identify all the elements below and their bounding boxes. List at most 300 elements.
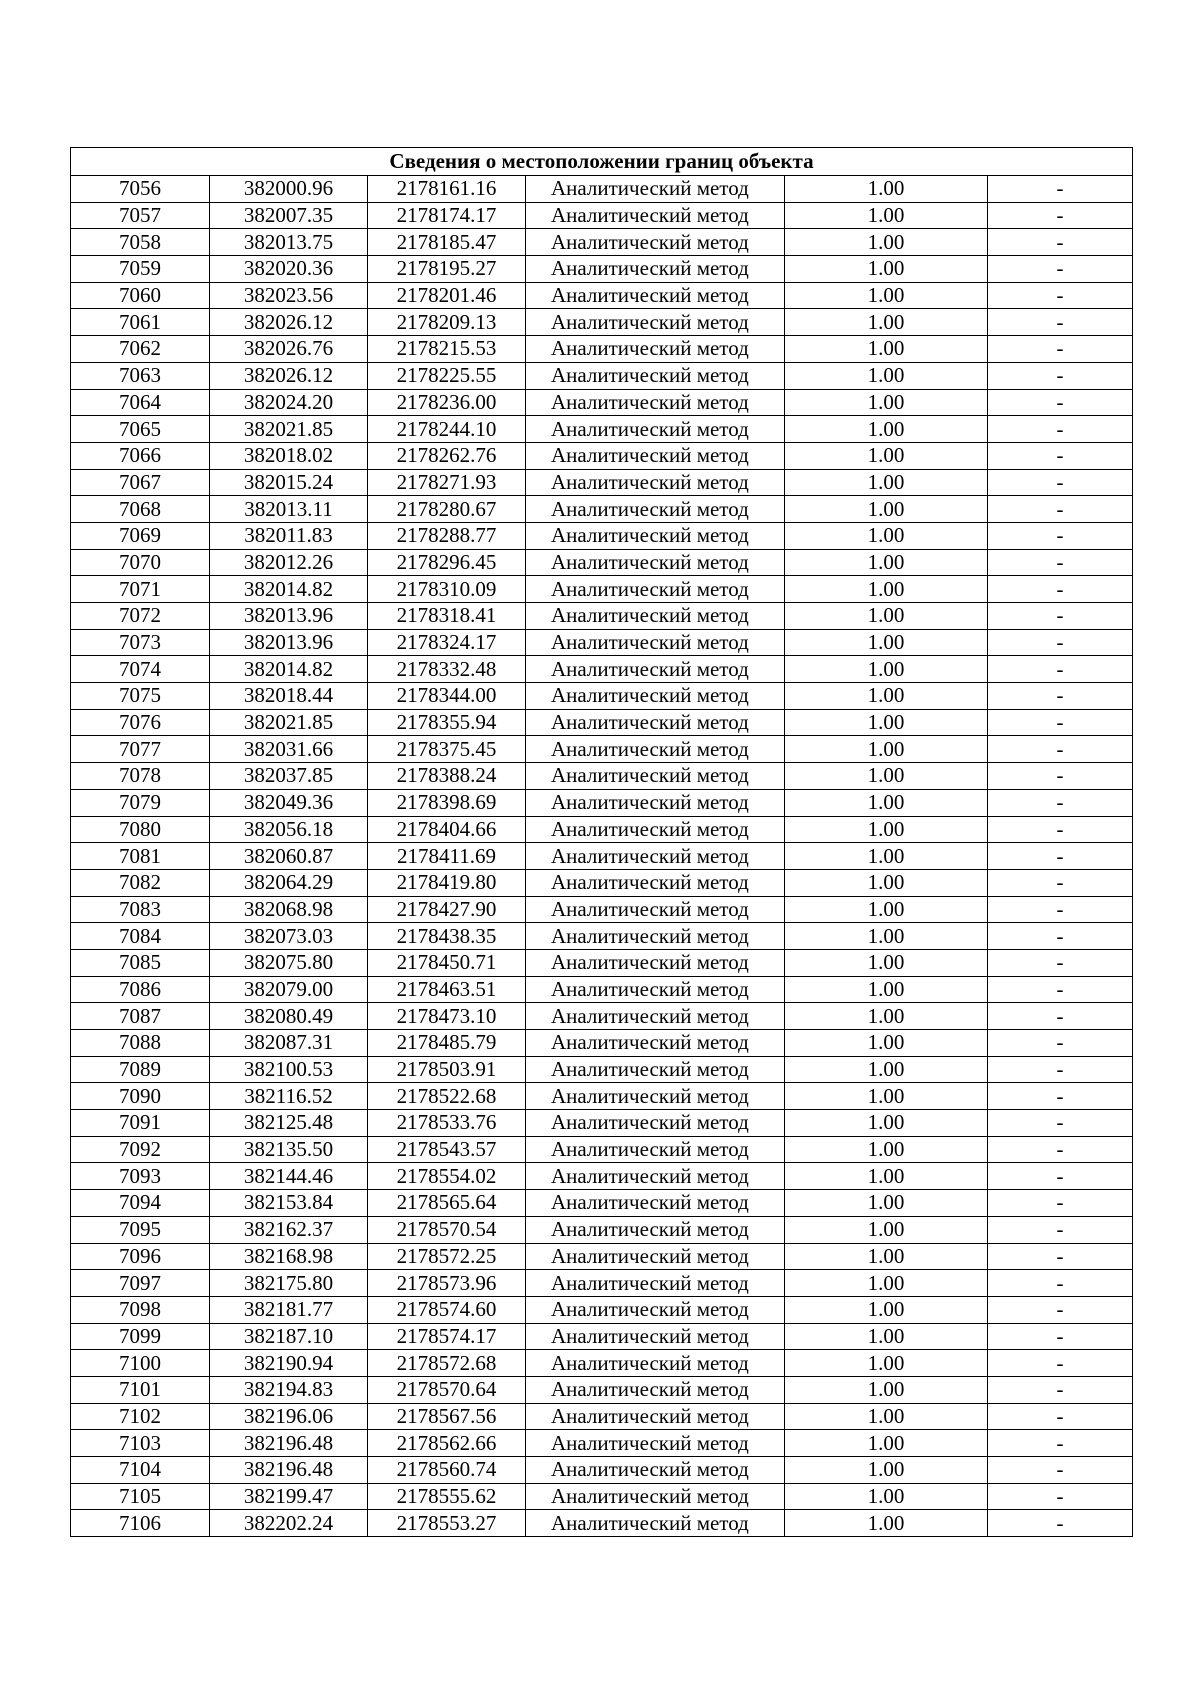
accuracy-cell: 1.00: [785, 202, 988, 229]
accuracy-cell: 1.00: [785, 416, 988, 443]
x-coordinate-cell: 382116.52: [210, 1083, 368, 1110]
description-cell: -: [988, 843, 1133, 870]
method-cell: Аналитический метод: [526, 1376, 785, 1403]
accuracy-cell: 1.00: [785, 736, 988, 763]
method-cell: Аналитический метод: [526, 389, 785, 416]
x-coordinate-cell: 382020.36: [210, 256, 368, 283]
y-coordinate-cell: 2178570.54: [368, 1216, 526, 1243]
point-number-cell: 7083: [71, 896, 210, 923]
description-cell: -: [988, 416, 1133, 443]
table-row: [71, 789, 1133, 816]
x-coordinate-cell: 382168.98: [210, 1243, 368, 1270]
x-coordinate-cell: 382087.31: [210, 1030, 368, 1057]
method-cell: Аналитический метод: [526, 1216, 785, 1243]
point-number-cell: 7093: [71, 1163, 210, 1190]
y-coordinate-cell: 2178553.27: [368, 1510, 526, 1537]
accuracy-cell: 1.00: [785, 603, 988, 630]
description-cell: -: [988, 1483, 1133, 1510]
accuracy-cell: 1.00: [785, 282, 988, 309]
point-number-cell: 7056: [71, 176, 210, 203]
point-number-cell: 7101: [71, 1376, 210, 1403]
description-cell: -: [988, 1296, 1133, 1323]
y-coordinate-cell: 2178280.67: [368, 496, 526, 523]
description-cell: -: [988, 816, 1133, 843]
x-coordinate-cell: 382073.03: [210, 923, 368, 950]
table-row: [71, 603, 1133, 630]
description-cell: -: [988, 1056, 1133, 1083]
x-coordinate-cell: 382049.36: [210, 789, 368, 816]
method-cell: Аналитический метод: [526, 1457, 785, 1484]
point-number-cell: 7071: [71, 576, 210, 603]
table-body: [71, 176, 1133, 1537]
table-row: [71, 656, 1133, 683]
table-title: Сведения о местоположении границ объекта: [71, 148, 1133, 176]
x-coordinate-cell: 382024.20: [210, 389, 368, 416]
method-cell: Аналитический метод: [526, 282, 785, 309]
table-row: [71, 1190, 1133, 1217]
y-coordinate-cell: 2178161.16: [368, 176, 526, 203]
method-cell: Аналитический метод: [526, 496, 785, 523]
table-row: [71, 176, 1133, 203]
y-coordinate-cell: 2178388.24: [368, 763, 526, 790]
table-row: [71, 442, 1133, 469]
method-cell: Аналитический метод: [526, 1350, 785, 1377]
x-coordinate-cell: 382013.96: [210, 629, 368, 656]
x-coordinate-cell: 382021.85: [210, 709, 368, 736]
x-coordinate-cell: 382064.29: [210, 869, 368, 896]
y-coordinate-cell: 2178543.57: [368, 1136, 526, 1163]
y-coordinate-cell: 2178485.79: [368, 1030, 526, 1057]
description-cell: -: [988, 336, 1133, 363]
method-cell: Аналитический метод: [526, 1296, 785, 1323]
method-cell: Аналитический метод: [526, 1056, 785, 1083]
method-cell: Аналитический метод: [526, 656, 785, 683]
point-number-cell: 7090: [71, 1083, 210, 1110]
table-row: [71, 416, 1133, 443]
table-row: [71, 496, 1133, 523]
table-row: [71, 709, 1133, 736]
y-coordinate-cell: 2178438.35: [368, 923, 526, 950]
method-cell: Аналитический метод: [526, 1430, 785, 1457]
accuracy-cell: 1.00: [785, 1510, 988, 1537]
description-cell: -: [988, 976, 1133, 1003]
y-coordinate-cell: 2178271.93: [368, 469, 526, 496]
point-number-cell: 7099: [71, 1323, 210, 1350]
description-cell: -: [988, 709, 1133, 736]
method-cell: Аналитический метод: [526, 1323, 785, 1350]
method-cell: Аналитический метод: [526, 603, 785, 630]
point-number-cell: 7062: [71, 336, 210, 363]
accuracy-cell: 1.00: [785, 522, 988, 549]
y-coordinate-cell: 2178174.17: [368, 202, 526, 229]
point-number-cell: 7100: [71, 1350, 210, 1377]
accuracy-cell: 1.00: [785, 923, 988, 950]
point-number-cell: 7075: [71, 683, 210, 710]
method-cell: Аналитический метод: [526, 1483, 785, 1510]
method-cell: Аналитический метод: [526, 549, 785, 576]
x-coordinate-cell: 382196.48: [210, 1457, 368, 1484]
description-cell: -: [988, 309, 1133, 336]
point-number-cell: 7103: [71, 1430, 210, 1457]
table-row: [71, 923, 1133, 950]
method-cell: Аналитический метод: [526, 629, 785, 656]
accuracy-cell: 1.00: [785, 683, 988, 710]
method-cell: Аналитический метод: [526, 869, 785, 896]
method-cell: Аналитический метод: [526, 1403, 785, 1430]
x-coordinate-cell: 382037.85: [210, 763, 368, 790]
table-row: [71, 282, 1133, 309]
description-cell: -: [988, 576, 1133, 603]
description-cell: -: [988, 1083, 1133, 1110]
table-row: [71, 1110, 1133, 1137]
description-cell: -: [988, 256, 1133, 283]
table-row: [71, 1483, 1133, 1510]
y-coordinate-cell: 2178565.64: [368, 1190, 526, 1217]
point-number-cell: 7070: [71, 549, 210, 576]
point-number-cell: 7082: [71, 869, 210, 896]
table-row: [71, 976, 1133, 1003]
point-number-cell: 7080: [71, 816, 210, 843]
point-number-cell: 7081: [71, 843, 210, 870]
accuracy-cell: 1.00: [785, 1216, 988, 1243]
description-cell: -: [988, 1457, 1133, 1484]
description-cell: -: [988, 442, 1133, 469]
x-coordinate-cell: 382000.96: [210, 176, 368, 203]
x-coordinate-cell: 382135.50: [210, 1136, 368, 1163]
method-cell: Аналитический метод: [526, 1030, 785, 1057]
accuracy-cell: 1.00: [785, 1296, 988, 1323]
point-number-cell: 7084: [71, 923, 210, 950]
x-coordinate-cell: 382026.76: [210, 336, 368, 363]
table-row: [71, 1163, 1133, 1190]
accuracy-cell: 1.00: [785, 976, 988, 1003]
accuracy-cell: 1.00: [785, 816, 988, 843]
table-row: [71, 1510, 1133, 1537]
accuracy-cell: 1.00: [785, 1350, 988, 1377]
y-coordinate-cell: 2178570.64: [368, 1376, 526, 1403]
x-coordinate-cell: 382075.80: [210, 949, 368, 976]
point-number-cell: 7067: [71, 469, 210, 496]
table-row: [71, 869, 1133, 896]
table-row: [71, 1083, 1133, 1110]
y-coordinate-cell: 2178567.56: [368, 1403, 526, 1430]
table-row: [71, 362, 1133, 389]
y-coordinate-cell: 2178573.96: [368, 1270, 526, 1297]
point-number-cell: 7102: [71, 1403, 210, 1430]
accuracy-cell: 1.00: [785, 549, 988, 576]
description-cell: -: [988, 1216, 1133, 1243]
accuracy-cell: 1.00: [785, 843, 988, 870]
point-number-cell: 7074: [71, 656, 210, 683]
y-coordinate-cell: 2178572.25: [368, 1243, 526, 1270]
x-coordinate-cell: 382100.53: [210, 1056, 368, 1083]
x-coordinate-cell: 382202.24: [210, 1510, 368, 1537]
method-cell: Аналитический метод: [526, 683, 785, 710]
accuracy-cell: 1.00: [785, 1270, 988, 1297]
point-number-cell: 7064: [71, 389, 210, 416]
accuracy-cell: 1.00: [785, 576, 988, 603]
x-coordinate-cell: 382162.37: [210, 1216, 368, 1243]
description-cell: -: [988, 1243, 1133, 1270]
y-coordinate-cell: 2178332.48: [368, 656, 526, 683]
method-cell: Аналитический метод: [526, 469, 785, 496]
accuracy-cell: 1.00: [785, 389, 988, 416]
point-number-cell: 7105: [71, 1483, 210, 1510]
method-cell: Аналитический метод: [526, 309, 785, 336]
y-coordinate-cell: 2178463.51: [368, 976, 526, 1003]
x-coordinate-cell: 382153.84: [210, 1190, 368, 1217]
table-row: [71, 1457, 1133, 1484]
table-row: [71, 949, 1133, 976]
method-cell: Аналитический метод: [526, 896, 785, 923]
x-coordinate-cell: 382007.35: [210, 202, 368, 229]
method-cell: Аналитический метод: [526, 763, 785, 790]
table-row: [71, 1136, 1133, 1163]
description-cell: -: [988, 1003, 1133, 1030]
description-cell: -: [988, 229, 1133, 256]
x-coordinate-cell: 382018.02: [210, 442, 368, 469]
description-cell: -: [988, 683, 1133, 710]
x-coordinate-cell: 382196.06: [210, 1403, 368, 1430]
x-coordinate-cell: 382190.94: [210, 1350, 368, 1377]
table-row: [71, 1403, 1133, 1430]
x-coordinate-cell: 382060.87: [210, 843, 368, 870]
method-cell: Аналитический метод: [526, 1110, 785, 1137]
method-cell: Аналитический метод: [526, 736, 785, 763]
x-coordinate-cell: 382175.80: [210, 1270, 368, 1297]
accuracy-cell: 1.00: [785, 336, 988, 363]
description-cell: -: [988, 202, 1133, 229]
accuracy-cell: 1.00: [785, 763, 988, 790]
method-cell: Аналитический метод: [526, 949, 785, 976]
y-coordinate-cell: 2178262.76: [368, 442, 526, 469]
point-number-cell: 7076: [71, 709, 210, 736]
x-coordinate-cell: 382199.47: [210, 1483, 368, 1510]
description-cell: -: [988, 362, 1133, 389]
description-cell: -: [988, 496, 1133, 523]
table-row: [71, 1270, 1133, 1297]
table-row: [71, 229, 1133, 256]
method-cell: Аналитический метод: [526, 709, 785, 736]
point-number-cell: 7073: [71, 629, 210, 656]
y-coordinate-cell: 2178398.69: [368, 789, 526, 816]
x-coordinate-cell: 382181.77: [210, 1296, 368, 1323]
description-cell: -: [988, 736, 1133, 763]
method-cell: Аналитический метод: [526, 256, 785, 283]
description-cell: -: [988, 469, 1133, 496]
table-row: [71, 202, 1133, 229]
y-coordinate-cell: 2178419.80: [368, 869, 526, 896]
method-cell: Аналитический метод: [526, 843, 785, 870]
table-row: [71, 336, 1133, 363]
x-coordinate-cell: 382031.66: [210, 736, 368, 763]
table-row: [71, 896, 1133, 923]
point-number-cell: 7060: [71, 282, 210, 309]
accuracy-cell: 1.00: [785, 949, 988, 976]
method-cell: Аналитический метод: [526, 522, 785, 549]
point-number-cell: 7088: [71, 1030, 210, 1057]
description-cell: -: [988, 923, 1133, 950]
method-cell: Аналитический метод: [526, 229, 785, 256]
accuracy-cell: 1.00: [785, 1403, 988, 1430]
accuracy-cell: 1.00: [785, 1136, 988, 1163]
description-cell: -: [988, 522, 1133, 549]
point-number-cell: 7077: [71, 736, 210, 763]
point-number-cell: 7095: [71, 1216, 210, 1243]
description-cell: -: [988, 1163, 1133, 1190]
point-number-cell: 7098: [71, 1296, 210, 1323]
y-coordinate-cell: 2178574.60: [368, 1296, 526, 1323]
x-coordinate-cell: 382012.26: [210, 549, 368, 576]
x-coordinate-cell: 382014.82: [210, 576, 368, 603]
x-coordinate-cell: 382068.98: [210, 896, 368, 923]
table-row: [71, 1056, 1133, 1083]
accuracy-cell: 1.00: [785, 256, 988, 283]
method-cell: Аналитический метод: [526, 1163, 785, 1190]
table-row: [71, 1243, 1133, 1270]
x-coordinate-cell: 382080.49: [210, 1003, 368, 1030]
point-number-cell: 7078: [71, 763, 210, 790]
accuracy-cell: 1.00: [785, 1056, 988, 1083]
boundary-table: [70, 147, 1133, 1537]
accuracy-cell: 1.00: [785, 1190, 988, 1217]
description-cell: -: [988, 1190, 1133, 1217]
accuracy-cell: 1.00: [785, 1430, 988, 1457]
accuracy-cell: 1.00: [785, 1323, 988, 1350]
point-number-cell: 7096: [71, 1243, 210, 1270]
method-cell: Аналитический метод: [526, 789, 785, 816]
point-number-cell: 7063: [71, 362, 210, 389]
x-coordinate-cell: 382026.12: [210, 309, 368, 336]
x-coordinate-cell: 382144.46: [210, 1163, 368, 1190]
point-number-cell: 7106: [71, 1510, 210, 1537]
y-coordinate-cell: 2178572.68: [368, 1350, 526, 1377]
description-cell: -: [988, 656, 1133, 683]
y-coordinate-cell: 2178522.68: [368, 1083, 526, 1110]
method-cell: Аналитический метод: [526, 1243, 785, 1270]
description-cell: -: [988, 549, 1133, 576]
y-coordinate-cell: 2178244.10: [368, 416, 526, 443]
description-cell: -: [988, 1110, 1133, 1137]
point-number-cell: 7086: [71, 976, 210, 1003]
x-coordinate-cell: 382013.75: [210, 229, 368, 256]
accuracy-cell: 1.00: [785, 496, 988, 523]
point-number-cell: 7087: [71, 1003, 210, 1030]
description-cell: -: [988, 869, 1133, 896]
table-row: [71, 629, 1133, 656]
point-number-cell: 7091: [71, 1110, 210, 1137]
table-row: [71, 683, 1133, 710]
y-coordinate-cell: 2178225.55: [368, 362, 526, 389]
x-coordinate-cell: 382014.82: [210, 656, 368, 683]
table-row: [71, 1323, 1133, 1350]
y-coordinate-cell: 2178310.09: [368, 576, 526, 603]
accuracy-cell: 1.00: [785, 656, 988, 683]
method-cell: Аналитический метод: [526, 442, 785, 469]
y-coordinate-cell: 2178574.17: [368, 1323, 526, 1350]
x-coordinate-cell: 382021.85: [210, 416, 368, 443]
description-cell: -: [988, 176, 1133, 203]
accuracy-cell: 1.00: [785, 469, 988, 496]
accuracy-cell: 1.00: [785, 1003, 988, 1030]
table-row: [71, 1003, 1133, 1030]
table-row: [71, 469, 1133, 496]
table-row: [71, 576, 1133, 603]
description-cell: -: [988, 896, 1133, 923]
description-cell: -: [988, 603, 1133, 630]
accuracy-cell: 1.00: [785, 1483, 988, 1510]
accuracy-cell: 1.00: [785, 789, 988, 816]
accuracy-cell: 1.00: [785, 1110, 988, 1137]
table-row: [71, 1350, 1133, 1377]
table-row: [71, 763, 1133, 790]
table-title-row: [71, 148, 1133, 176]
x-coordinate-cell: 382018.44: [210, 683, 368, 710]
method-cell: Аналитический метод: [526, 1136, 785, 1163]
accuracy-cell: 1.00: [785, 1163, 988, 1190]
description-cell: -: [988, 1270, 1133, 1297]
method-cell: Аналитический метод: [526, 336, 785, 363]
description-cell: -: [988, 1510, 1133, 1537]
y-coordinate-cell: 2178554.02: [368, 1163, 526, 1190]
x-coordinate-cell: 382079.00: [210, 976, 368, 1003]
y-coordinate-cell: 2178236.00: [368, 389, 526, 416]
table-row: [71, 309, 1133, 336]
table-row: [71, 549, 1133, 576]
method-cell: Аналитический метод: [526, 176, 785, 203]
y-coordinate-cell: 2178427.90: [368, 896, 526, 923]
y-coordinate-cell: 2178201.46: [368, 282, 526, 309]
method-cell: Аналитический метод: [526, 1270, 785, 1297]
y-coordinate-cell: 2178560.74: [368, 1457, 526, 1484]
point-number-cell: 7104: [71, 1457, 210, 1484]
point-number-cell: 7089: [71, 1056, 210, 1083]
method-cell: Аналитический метод: [526, 1003, 785, 1030]
method-cell: Аналитический метод: [526, 576, 785, 603]
accuracy-cell: 1.00: [785, 1030, 988, 1057]
description-cell: -: [988, 629, 1133, 656]
x-coordinate-cell: 382056.18: [210, 816, 368, 843]
y-coordinate-cell: 2178324.17: [368, 629, 526, 656]
point-number-cell: 7058: [71, 229, 210, 256]
point-number-cell: 7092: [71, 1136, 210, 1163]
table-row: [71, 1376, 1133, 1403]
accuracy-cell: 1.00: [785, 362, 988, 389]
x-coordinate-cell: 382194.83: [210, 1376, 368, 1403]
description-cell: -: [988, 1030, 1133, 1057]
x-coordinate-cell: 382026.12: [210, 362, 368, 389]
y-coordinate-cell: 2178555.62: [368, 1483, 526, 1510]
accuracy-cell: 1.00: [785, 1376, 988, 1403]
table-row: [71, 389, 1133, 416]
method-cell: Аналитический метод: [526, 1510, 785, 1537]
description-cell: -: [988, 1323, 1133, 1350]
accuracy-cell: 1.00: [785, 1243, 988, 1270]
description-cell: -: [988, 1350, 1133, 1377]
description-cell: -: [988, 1136, 1133, 1163]
y-coordinate-cell: 2178209.13: [368, 309, 526, 336]
accuracy-cell: 1.00: [785, 629, 988, 656]
y-coordinate-cell: 2178411.69: [368, 843, 526, 870]
y-coordinate-cell: 2178318.41: [368, 603, 526, 630]
y-coordinate-cell: 2178562.66: [368, 1430, 526, 1457]
description-cell: -: [988, 282, 1133, 309]
table-row: [71, 1296, 1133, 1323]
point-number-cell: 7094: [71, 1190, 210, 1217]
y-coordinate-cell: 2178450.71: [368, 949, 526, 976]
accuracy-cell: 1.00: [785, 442, 988, 469]
table-row: [71, 843, 1133, 870]
